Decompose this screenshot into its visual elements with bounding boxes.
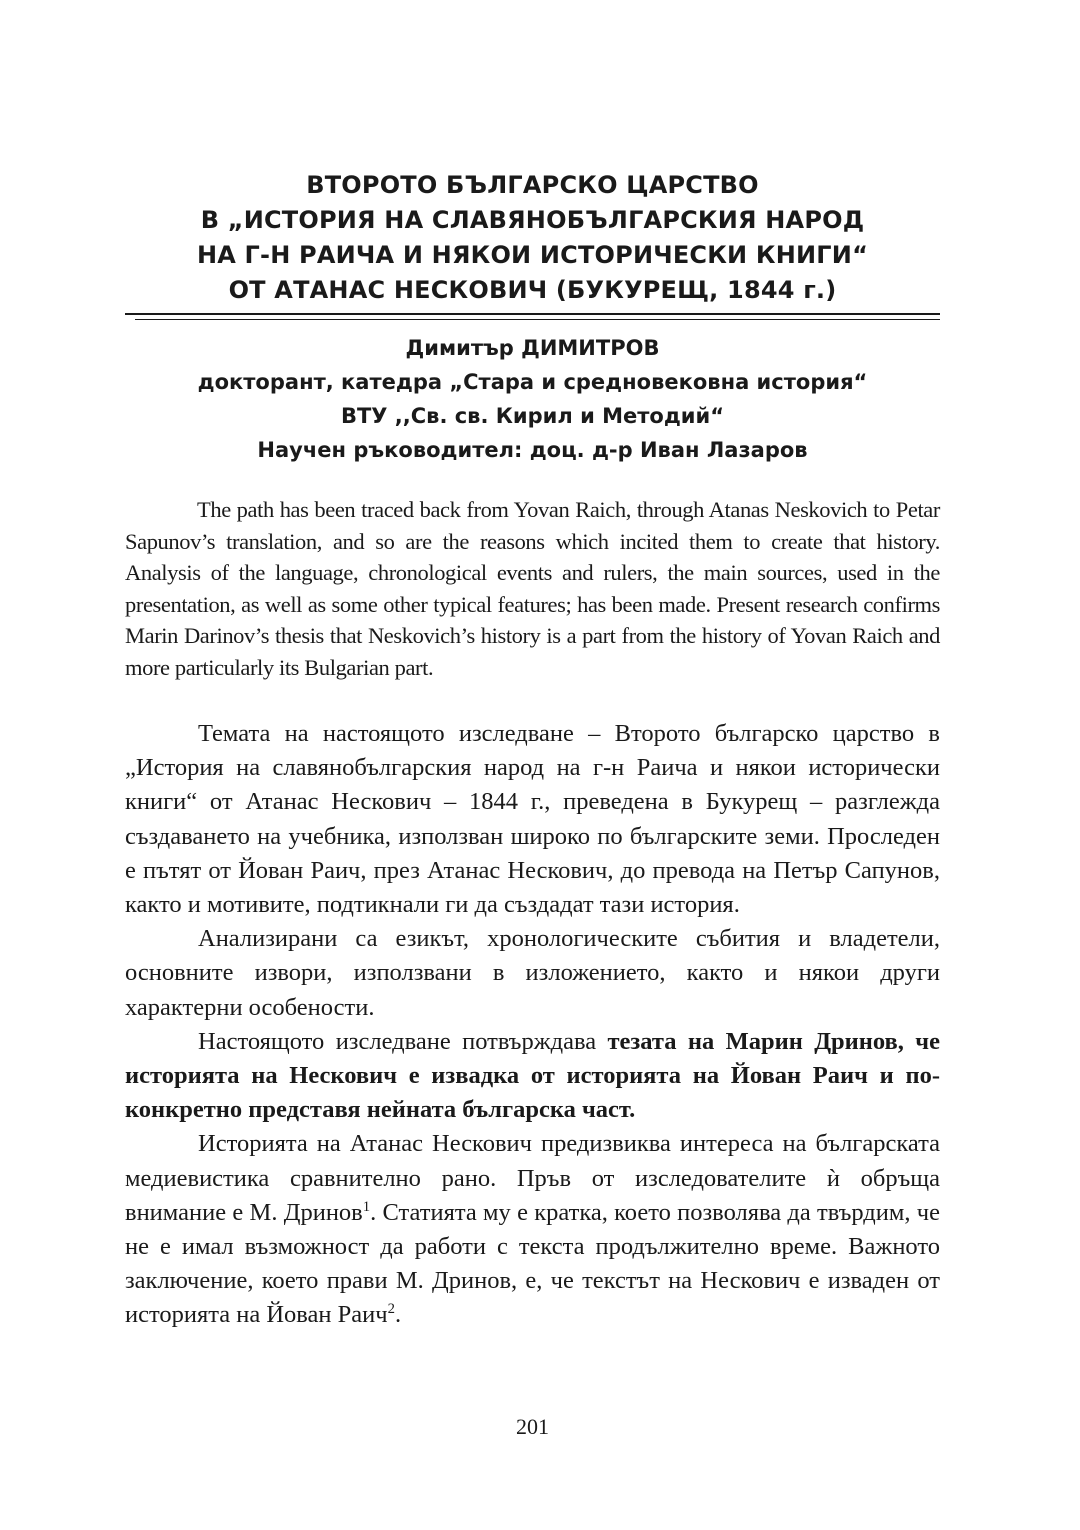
page-number: 201 [516,1414,549,1439]
title-line-4: ОТ АТАНАС НЕСКОВИЧ (БУКУРЕЩ, 1844 г.) [228,276,837,304]
body-text [125,717,940,1333]
paragraph-4-part-1: Историята на Атанас Нескович предизвиква интереса на българската медиевистика сравнително рано. Пръв от изследователите ѝ обръща внимание е М. Дринов [125,1130,940,1226]
paragraph-2: Анализирани са езикът, хронологическите събития и владетели, основните извори, използвани в изложението, както и някои други характерни особености. [125,925,940,1021]
title-line-3: НА Г-Н РАИЧА И НЯКОИ ИСТОРИЧЕСКИ КНИГИ“ [196,241,869,269]
paragraph-4-part-2: . Статията му е кратка, което позволява да твърдим, че не е имал възможност да работи с текста продължително време. Важното заключение, което прави М. Дринов, е, че текстът на Нескович е изваден от историята на Йован Раич [125,1198,940,1329]
paragraph-4-part-3: . [394,1301,402,1329]
article-title [125,168,940,308]
author-university: ВТУ ,,Св. св. Кирил и Методий“ [340,404,725,428]
author-block [125,331,940,467]
paragraph-3 [125,1025,940,1128]
author-position: докторант, катедра „Стара и средновековна история“ [197,370,868,394]
abstract-text: The path has been traced back from Yovan Raich, through Atanas Neskovich to Petar Sapunov’s translation, and so are the reasons which incited them to create that history. Analysis of the language, chronological events and rulers, the main sources, used in the presentation, as well as some other typical features; has been made. Present research confirms Marin Darinov’s thesis that Neskovich’s history is a part from the history of Yovan Raich and more particularly its Bulgarian part. [125,497,940,680]
title-line-2: В „ИСТОРИЯ НА СЛАВЯНОБЪЛГАРСКИЯ НАРОД [200,206,865,234]
author-name: Димитър ДИМИТРОВ [405,336,660,360]
paragraph-1: Темата на настоящото изследване – Второто българско царство в „История на славянобългарския народ на г-н Раича и някои исторически книги“ от Атанас Нескович – 1844 г., преведена в Букурещ – разглежда създаването на учебника, използван широко по българските земи. Проследен е пътят от Йован Раич, през Атанас Нескович, до превода на Петър Сапунов, както и мотивите, подтикнали ги да създадат тази история. [125,720,940,919]
paragraph-3-start: Настоящото изследване потвърждава [198,1027,608,1055]
abstract [125,494,940,683]
title-line-1: ВТОРОТО БЪЛГАРСКО ЦАРСТВО [306,171,759,199]
paragraph-3-bold: тезата на Марин Дринов, че историята на Нескович е извадка от историята на Йован Раич и по-конкретно представя нейната българска част. [125,1027,940,1124]
footnote-ref-2[interactable]: 2 [387,1301,395,1318]
title-rule-thin [135,319,940,320]
title-rule-thick [125,313,940,315]
author-supervisor: Научен ръководител: доц. д-р Иван Лазаров [257,438,808,462]
footnote-ref-1[interactable]: 1 [362,1198,371,1215]
paragraph-4 [125,1127,940,1332]
